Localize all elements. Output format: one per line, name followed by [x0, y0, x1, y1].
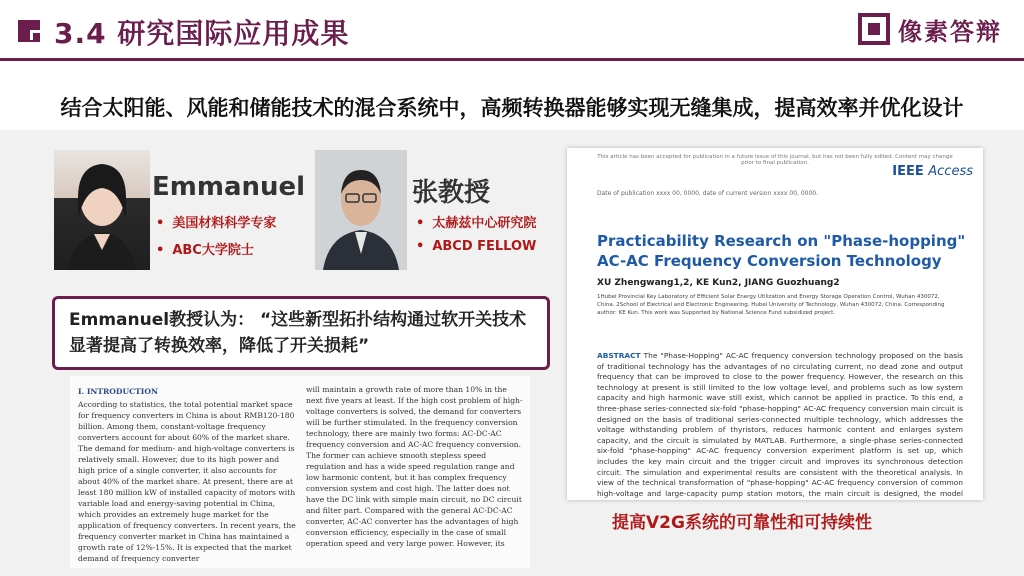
- brand-name: IEEE: [892, 164, 924, 179]
- paper1-left-text: According to statistics, the total potential market space for frequency converters in China is about RMB120-180 billion. Among them, constant-voltage frequency converters account for about 60% of the market share. The demand for medium- and high-voltage converters is relatively small. However, due to its high power and high price of a single converter, it also accounts for about 40% of the market share. At present, there are at least 180 million kW of installed capacity of motors with variable load and energy-saving potential in China, which provides an extremely huge market for the application of frequency converters. In recent years, the frequency converter market in China has maintained a growth rate of 12%-15%. It is expected that the market demand of frequency converter: [78, 400, 296, 563]
- paper2-authors: XU Zhengwang1,2, KE Kun2, JIANG Guozhuang2: [597, 278, 840, 288]
- logo-mark-icon: [858, 13, 890, 45]
- person2-credential: • 太赫兹中心研究院: [416, 212, 536, 231]
- person2-credential: • ABCD FELLOW: [416, 239, 536, 254]
- person1-photo: [54, 150, 150, 270]
- person1-credentials: [156, 212, 276, 266]
- paper-excerpt-introduction: [70, 376, 530, 568]
- page-title: 3.4 研究国际应用成果: [54, 17, 350, 50]
- paper1-right-text: will maintain a growth rate of more than 10% in the next five years at least. If the high cost problem of high-voltage converters is solved, the demand for converters will be further stimulated. In the frequency conversion technology, there are mainly two forms: AC-DC-AC frequency conversion and AC-AC frequency conversion. The former can achieve smooth stepless speed regulation and has a wide speed regulation range and low harmonic content, but it has complex frequency conversion system and cost high. The latter does not have the DC link with simple main circuit, no DC circuit and filter part. Compared with the general AC-DC-AC converter, AC-AC converter has the advantages of high conversion efficiency, especially in the case of small operation speed and very large power. However, its: [306, 385, 523, 548]
- header-square-inner: [33, 33, 40, 40]
- paper2-top-note: This article has been accepted for publication in a future issue of this journal, but has not been fully edited. Content may change prior to final publication.: [597, 154, 953, 166]
- paper2-title: Practicability Research on "Phase-hopping" AC-AC Frequency Conversion Technology: [597, 232, 966, 270]
- paper2-date: Date of publication xxxx 00, 0000, date of current version xxxx 00, 0000.: [597, 190, 819, 197]
- paper1-left-column: [78, 386, 296, 564]
- paper-ieee-access: [567, 148, 983, 500]
- person1-credential: • 美国材料科学专家: [156, 212, 276, 231]
- ieee-access-logo: [892, 164, 973, 179]
- header: [0, 0, 1024, 60]
- person1-name: Emmanuel: [152, 172, 306, 202]
- slide-caption: 提高V2G系统的可靠性和可持续性: [612, 513, 872, 533]
- slide-subtitle: 结合太阳能、风能和储能技术的混合系统中，高频转换器能够实现无缝集成，提高效率并优化设计: [60, 96, 964, 120]
- paper1-heading: I. INTRODUCTION: [78, 387, 158, 396]
- brand-suffix: Access: [928, 164, 973, 179]
- person2-name: 张教授: [412, 178, 491, 208]
- person2-credentials: [416, 212, 536, 262]
- abstract-label: ABSTRACT: [597, 351, 641, 360]
- paper2-abstract: [597, 351, 963, 500]
- paper1-right-column: [306, 384, 524, 549]
- expert-quote: Emmanuel教授认为： “这些新型拓扑结构通过软开关技术显著提高了转换效率，降低了开关损耗”: [52, 296, 550, 370]
- person2-photo: [315, 150, 407, 270]
- logo-text: 像素答辩: [898, 17, 1002, 46]
- brand-logo: [858, 12, 1002, 46]
- header-divider: [0, 58, 1024, 61]
- abstract-text: The "Phase-Hopping" AC-AC frequency conversion technology proposed on the basis of traditional technology has the advantages of no circulating current, no dead zone and output frequency that can be improved to close to the power frequency. However, the research on this technology at present is still limited to the low voltage level, and problems such as low system capacity and high harmonic wave still exist, which cannot be applied in practice. To this end, a three-phase series-connected six-fold "phase-hopping" AC-AC frequency conversion main circuit is designed on the basis of traditional series-connected multiple technology, which addresses the voltage withstanding problem of thyristors, reduces harmonic content and enlarges system capacity, and the circuit is simulated by MATLAB. Furthermore, a single-phase series-connected six-fold "phase-hopping" AC-AC frequency conversion experiment platform is set up, which includes the key main circuit and the trigger circuit and improves its synchronous detection circuit. The simulation and experimental results are consistent with the theoretical analysis. In view of the technical transformation of "phase-hopping" AC-AC frequency conversion of common high-voltage and large-capacity pump station motors, the main circuit is designed, the model: [597, 351, 963, 498]
- person1-credential: • ABC大学院士: [156, 239, 276, 258]
- paper2-affiliations: 1Hubei Provincial Key Laboratory of Efficient Solar Energy Utilization and Energy Storage Operation Control, Wuhan 430072, China. 2School of Electrical and Electronic Engineering, Hubei University of Technology, Wuhan 430072, China. Corresponding author: KE Kun. This work was Supported by National Science Fund subsidized project.: [597, 294, 945, 316]
